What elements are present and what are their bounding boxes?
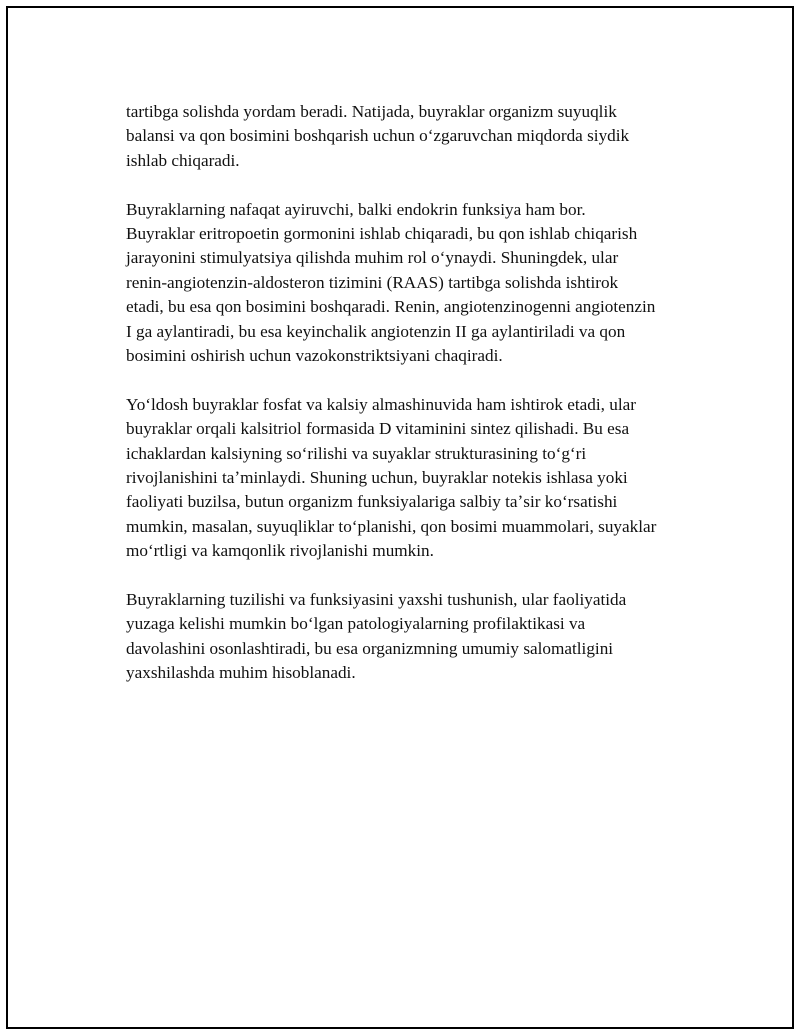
text-line: Buyraklarning nafaqat ayiruvchi, balki endokrin funksiya ham bor. bbox=[126, 199, 586, 219]
page-frame bbox=[6, 6, 794, 1029]
text-line: rivojlanishini taʼminlaydi. Shuning uchun, buyraklar notekis ishlasa yoki bbox=[126, 468, 628, 488]
paragraph-2 bbox=[126, 198, 698, 369]
text-line: Buyraklar eritropoetin gormonini ishlab chiqaradi, bu qon ishlab chiqarish bbox=[126, 224, 638, 244]
text-line: ishlab chiqaradi. bbox=[126, 150, 240, 170]
text-line: yaxshilashda muhim hisoblanadi. bbox=[126, 663, 356, 683]
text-line: yuzaga kelishi mumkin boʻlgan patologiyalarning profilaktikasi va bbox=[126, 614, 586, 634]
text-line: mumkin, masalan, suyuqliklar toʻplanishi, qon bosimi muammolari, suyaklar bbox=[126, 516, 657, 536]
paragraph-4 bbox=[126, 588, 698, 686]
text-line: jarayonini stimulyatsiya qilishda muhim rol oʻynaydi. Shuningdek, ular bbox=[126, 248, 619, 268]
text-line: buyraklar orqali kalsitriol formasida D vitaminini sintez qilishadi. Bu esa bbox=[126, 419, 630, 439]
text-line: etadi, bu esa qon bosimini boshqaradi. Renin, angiotenzinogenni angiotenzin bbox=[126, 297, 656, 317]
text-line: ichaklardan kalsiyning soʻrilishi va suyaklar strukturasining toʻgʻri bbox=[126, 443, 587, 463]
document-body bbox=[126, 100, 698, 710]
paragraph-3 bbox=[126, 393, 698, 564]
text-line: balansi va qon bosimini boshqarish uchun oʻzgaruvchan miqdorda siydik bbox=[126, 126, 630, 146]
text-line: Buyraklarning tuzilishi va funksiyasini yaxshi tushunish, ular faoliyatida bbox=[126, 590, 627, 610]
paragraph-1 bbox=[126, 100, 698, 173]
text-line: bosimini oshirish uchun vazokonstriktsiyani chaqiradi. bbox=[126, 346, 503, 366]
text-line: faoliyati buzilsa, butun organizm funksiyalariga salbiy taʼsir koʻrsatishi bbox=[126, 492, 618, 512]
text-line: moʻrtligi va kamqonlik rivojlanishi mumkin. bbox=[126, 541, 434, 561]
text-line: Yoʻldosh buyraklar fosfat va kalsiy almashinuvida ham ishtirok etadi, ular bbox=[126, 394, 636, 414]
text-line: tartibga solishda yordam beradi. Natijada, buyraklar organizm suyuqlik bbox=[126, 102, 617, 121]
text-line: renin-angiotenzin-aldosteron tizimini (RAAS) tartibga solishda ishtirok bbox=[126, 272, 619, 292]
text-line: I ga aylantiradi, bu esa keyinchalik angiotenzin II ga aylantiriladi va qon bbox=[126, 321, 626, 341]
text-line: davolashini osonlashtiradi, bu esa organizmning umumiy salomatligini bbox=[126, 638, 614, 658]
